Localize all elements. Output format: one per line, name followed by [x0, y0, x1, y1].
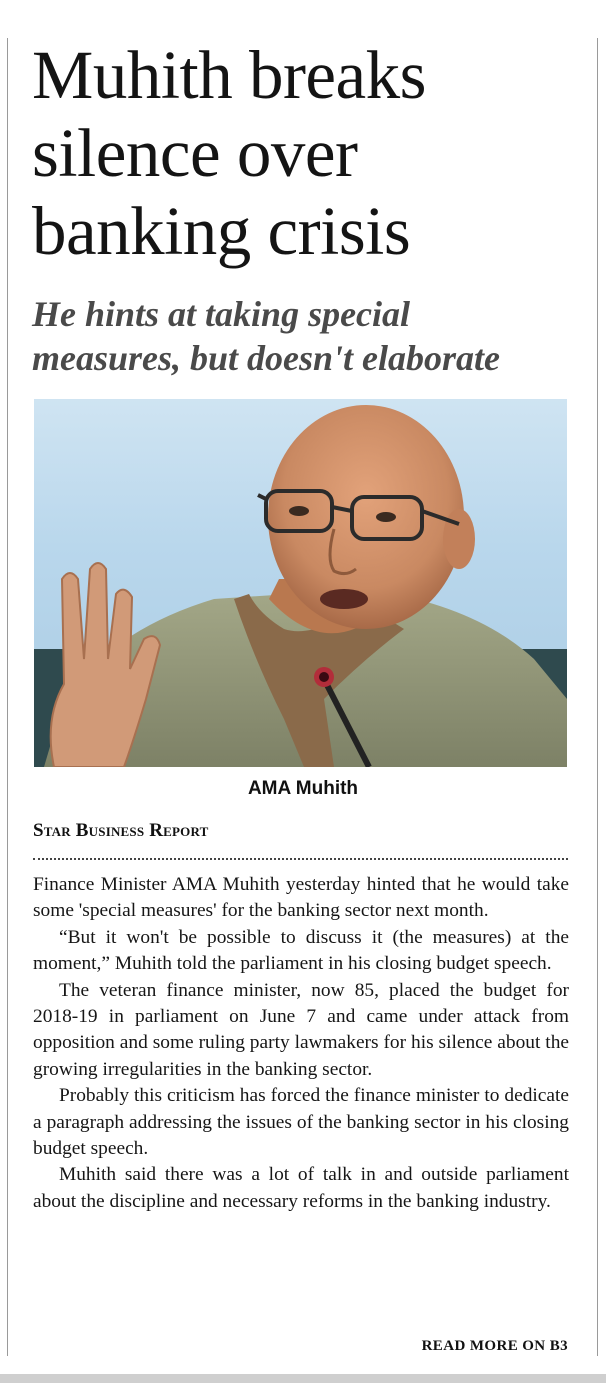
article-paragraph-2: “But it won't be possible to discuss it (the measures) at the moment,” Muhith told the parliament in his closing budget speech.: [33, 926, 569, 975]
article-paragraph-1: Finance Minister AMA Muhith yesterday hinted that he would take some 'special measures' for the banking sector next month.: [33, 874, 569, 922]
headline-line-1: Muhith breaks: [32, 37, 427, 113]
read-more-link[interactable]: READ MORE ON B3: [421, 1338, 568, 1354]
subheadline: [32, 292, 587, 380]
article-paragraph-3: The veteran finance minister, now 85, placed the budget for 2018-19 in parliament on June 7 and came under attack from opposition and some ruling party lawmakers for his silence about the growing irregularities in the banking sector.: [33, 979, 569, 1080]
subheadline-line-1: He hints at taking special: [32, 294, 411, 334]
headline: [32, 36, 587, 270]
column-rule-left: [7, 38, 8, 1356]
byline: Star Business Report: [33, 820, 209, 841]
subheadline-line-2: measures, but doesn't elaborate: [32, 338, 501, 378]
news-photo: [34, 399, 567, 767]
headline-line-2: silence over: [32, 115, 358, 191]
photo-caption: AMA Muhith: [247, 778, 359, 799]
column-rule-right: [597, 38, 598, 1356]
headline-line-3: banking crisis: [32, 193, 411, 269]
dotted-divider: [33, 858, 568, 860]
article-paragraph-4: Probably this criticism has forced the finance minister to dedicate a paragraph addressing the issues of the banking sector in his closing budget speech.: [33, 1085, 569, 1160]
photo-illustration: [34, 399, 567, 767]
article-paragraph-5: Muhith said there was a lot of talk in and outside parliament about the discipline and necessary reforms in the banking industry.: [33, 1164, 569, 1212]
article-body: [33, 872, 569, 1215]
page-bottom-edge: [0, 1374, 606, 1383]
